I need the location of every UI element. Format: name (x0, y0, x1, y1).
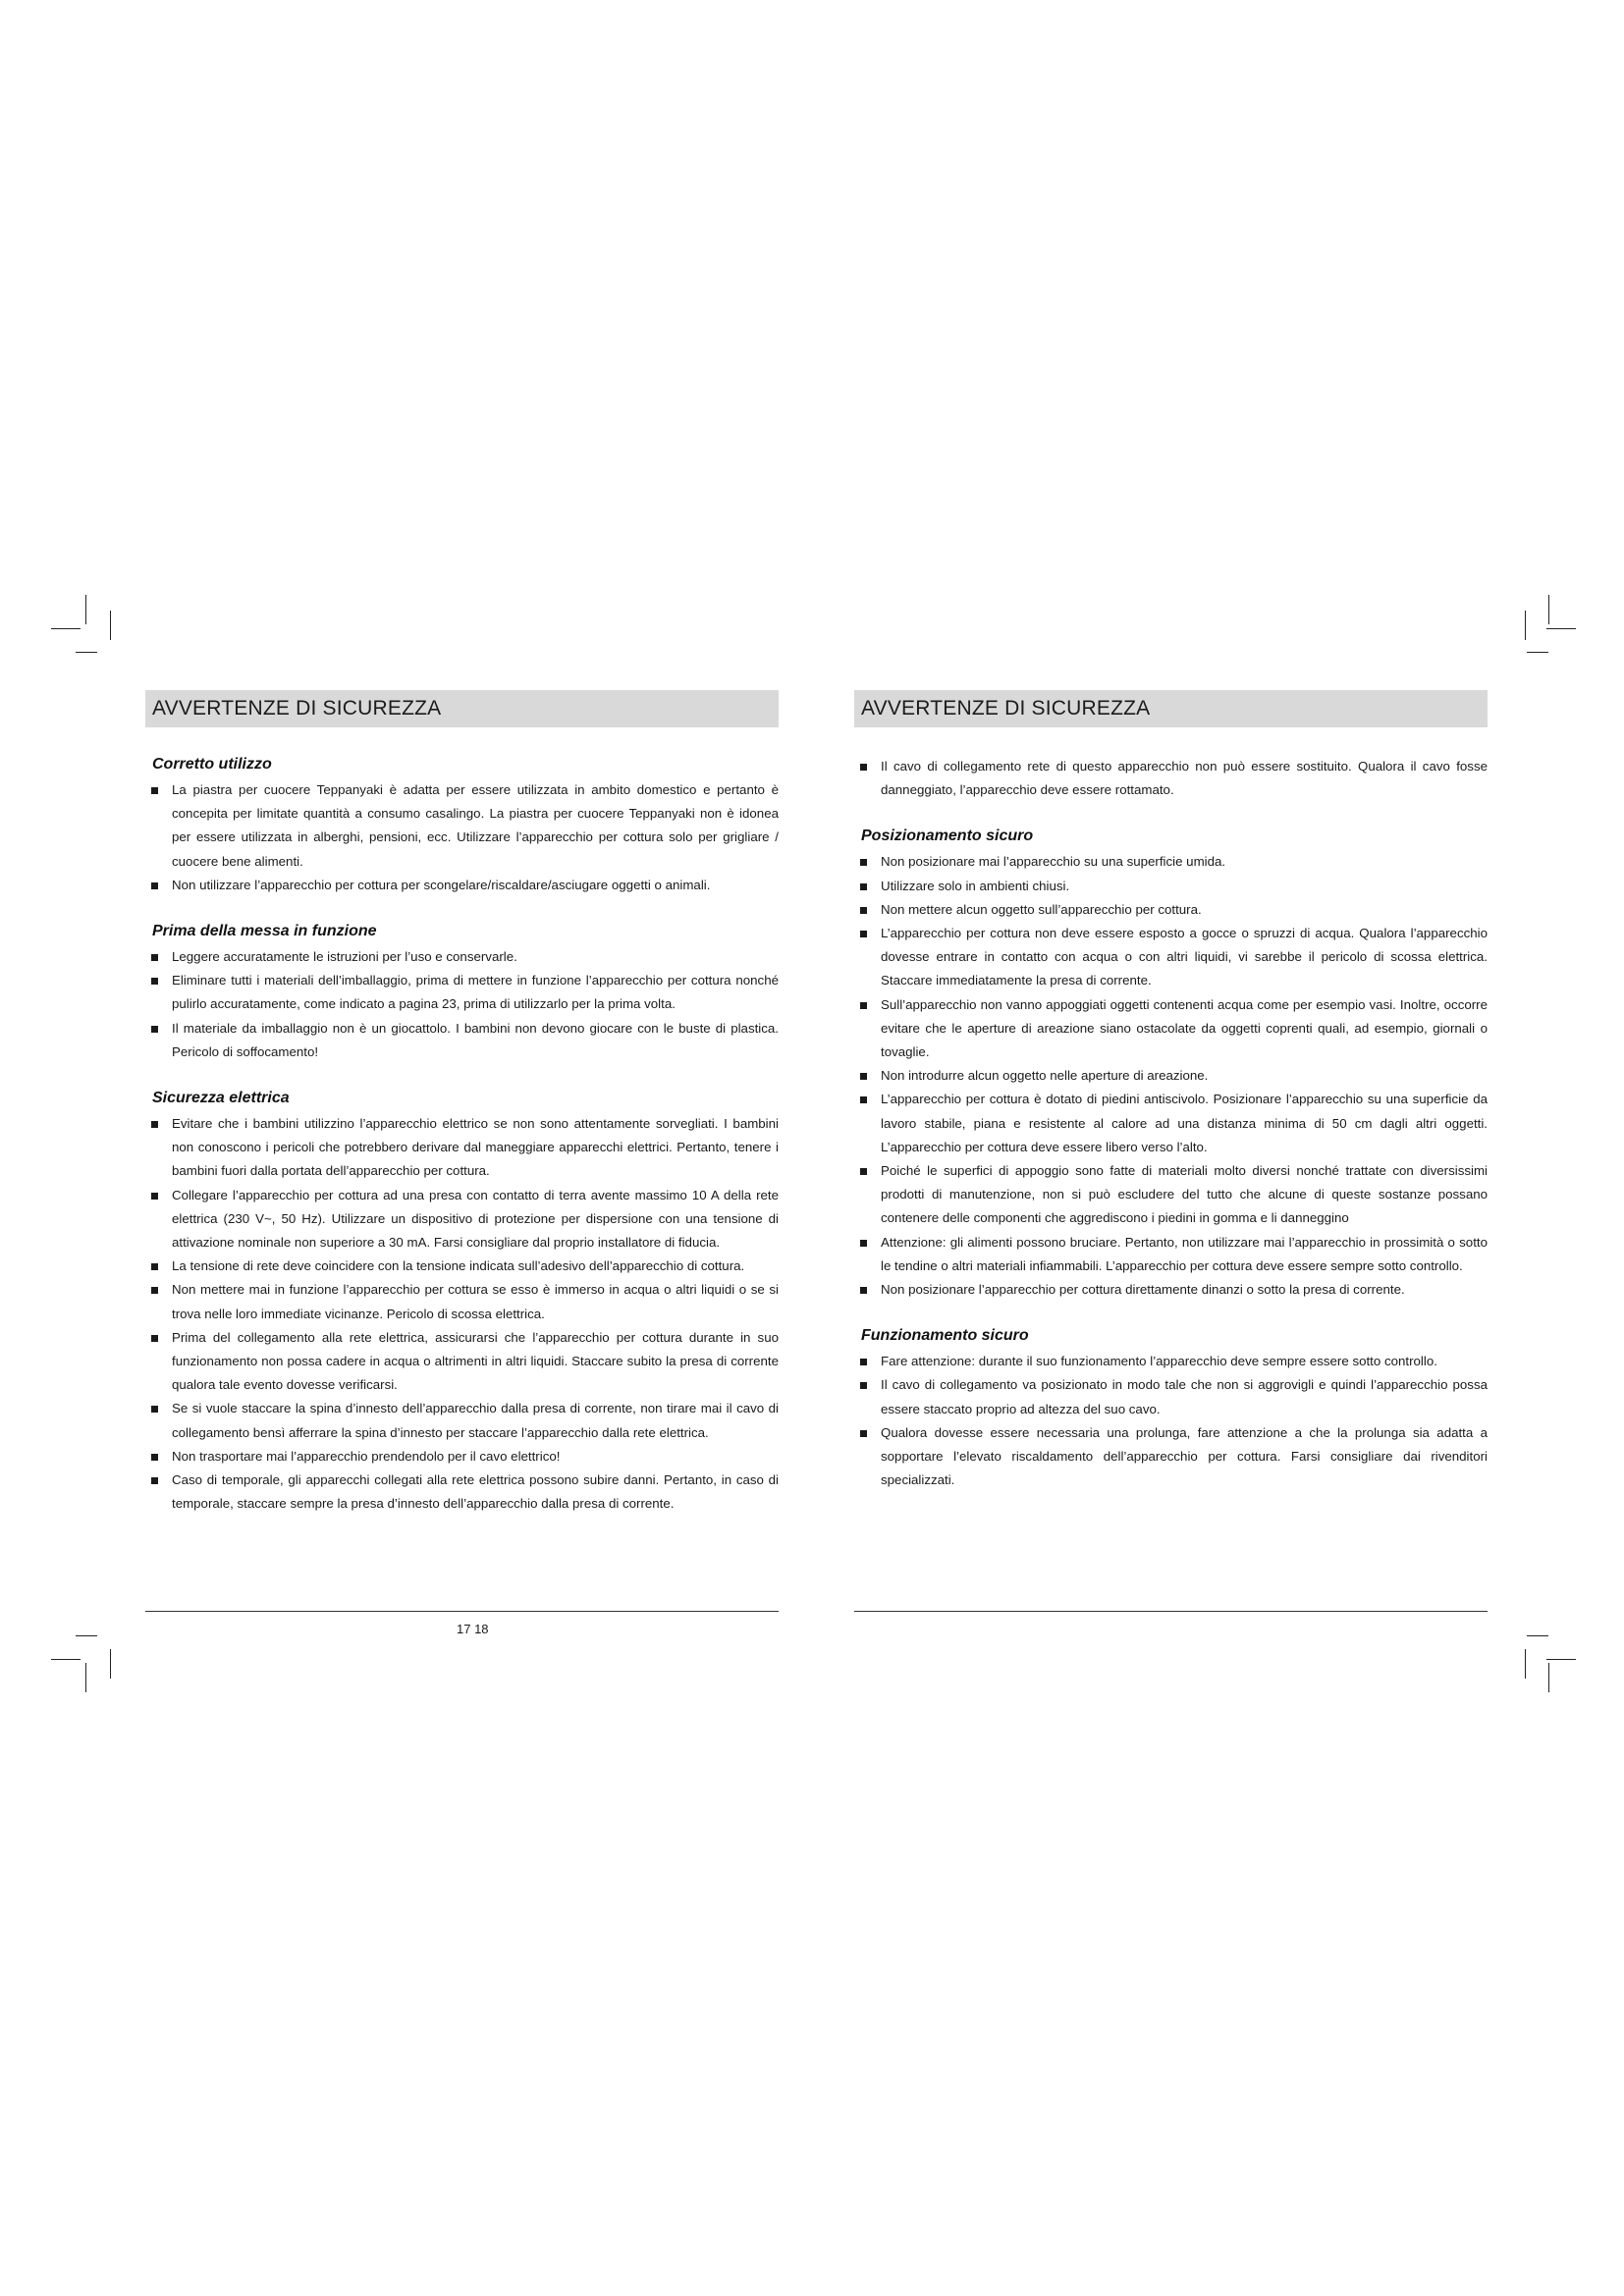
crop-mark (51, 1659, 81, 1660)
crop-mark (1546, 628, 1576, 629)
list-item: Non mettere alcun oggetto sull’apparecchio per cottura. (854, 898, 1488, 922)
crop-mark (76, 1635, 97, 1636)
crop-mark (1525, 611, 1526, 640)
list-item: La tensione di rete deve coincidere con la tensione indicata sull’adesivo dell’apparecchio di cottura. (145, 1255, 779, 1278)
list-item: Non posizionare l’apparecchio per cottura direttamente dinanzi o sotto la presa di corrente. (854, 1278, 1488, 1302)
intro-list (854, 755, 1488, 802)
list-item: L’apparecchio per cottura è dotato di piedini antiscivolo. Posizionare l’apparecchio su una superficie da lavoro stabile, piana e resistente al calore ad una distanza minima di 50 cm dagli altri oggetti. L’apparecchio per cottura deve essere libero verso l’alto. (854, 1088, 1488, 1159)
section-title: Posizionamento sicuro (861, 828, 1034, 845)
section-title: Prima della messa in funzione (152, 923, 377, 940)
crop-mark (76, 652, 97, 653)
list-item: Non utilizzare l’apparecchio per cottura per scongelare/riscaldare/asciugare oggetti o animali. (145, 874, 779, 897)
list-item: Se si vuole staccare la spina d’innesto dell’apparecchio dalla presa di corrente, non tirare mai il cavo di collegamento bensì afferrare la spina d’innesto per staccare l’apparecchio dalla rete elettrica. (145, 1397, 779, 1444)
section-title: Corretto utilizzo (152, 756, 272, 773)
list-item: Prima del collegamento alla rete elettrica, assicurarsi che l’apparecchio per cottura durante in suo funzionamento non possa cadere in acqua o altrimenti in altri liquidi. Staccare subito la presa di corrente qualora tale evento dovesse verificarsi. (145, 1326, 779, 1398)
list-item: Leggere accuratamente le istruzioni per l’uso e conservarle. (145, 945, 779, 969)
right-header: AVVERTENZE DI SICUREZZA (854, 690, 1488, 727)
section-funzionamento-sicuro (854, 1324, 1488, 1492)
footer-rule-left (145, 1611, 779, 1612)
list-item: Caso di temporale, gli apparecchi collegati alla rete elettrica possono subire danni. Pertanto, in caso di temporale, staccare sempre la presa d’innesto dell’apparecchio dalla presa di corrente. (145, 1468, 779, 1516)
section-posizionamento-sicuro (854, 825, 1488, 1302)
list-item: Il materiale da imballaggio non è un giocattolo. I bambini non devono giocare con le buste di plastica. Pericolo di soffocamento! (145, 1017, 779, 1064)
list-item: Il cavo di collegamento rete di questo apparecchio non può essere sostituito. Qualora il cavo fosse danneggiato, l’apparecchio deve essere rottamato. (854, 755, 1488, 802)
list-item: Non posizionare mai l’apparecchio su una superficie umida. (854, 850, 1488, 874)
right-page (854, 690, 1488, 1492)
section-corretto-utilizzo (145, 753, 779, 897)
list-item: Collegare l’apparecchio per cottura ad una presa con contatto di terra avente massimo 10 A della rete elettrica (230 V~, 50 Hz). Utilizzare un dispositivo di protezione per dispersione con una tensione di attivazione nominale non superiore a 30 mA. Farsi consigliare dal proprio installatore di fiducia. (145, 1184, 779, 1255)
list-item: La piastra per cuocere Teppanyaki è adatta per essere utilizzata in ambito domestico e pertanto è concepita per limitate quantità a consumo casalingo. La piastra per cuocere Teppanyaki non è idonea per essere utilizzata in alberghi, pensioni, ecc. Utilizzare l’apparecchio per cottura solo per grigliare / cuocere bene alimenti. (145, 778, 779, 874)
list-item: Il cavo di collegamento va posizionato in modo tale che non si aggrovigli e quindi l’apparecchio possa essere staccato proprio ad altezza del suo cavo. (854, 1373, 1488, 1420)
crop-mark (1527, 1635, 1548, 1636)
crop-mark (1546, 1659, 1576, 1660)
section-title: Funzionamento sicuro (861, 1327, 1029, 1345)
list-item: Qualora dovesse essere necessaria una prolunga, fare attenzione a che la prolunga sia adatta a sopportare l’elevato riscaldamento dell’apparecchio per cottura. Farsi consigliare dai rivenditori specializzati. (854, 1421, 1488, 1493)
list-item: Fare attenzione: durante il suo funzionamento l’apparecchio deve sempre essere sotto controllo. (854, 1350, 1488, 1373)
section-title: Sicurezza elettrica (152, 1090, 290, 1107)
crop-mark (85, 595, 86, 624)
crop-mark (1548, 1663, 1549, 1692)
list-item: Evitare che i bambini utilizzino l’apparecchio elettrico se non sono attentamente sorvegliati. I bambini non conoscono i pericoli che potrebbero derivare dal maneggiare apparecchi elettrici. Pertanto, tenere i bambini fuori dalla portata dell’apparecchio per cottura. (145, 1112, 779, 1184)
crop-mark (1525, 1649, 1526, 1679)
list-item: Attenzione: gli alimenti possono bruciare. Pertanto, non utilizzare mai l’apparecchio in prossimità o sotto le tendine o altri materiali infiammabili. L’apparecchio per cottura deve essere sempre sotto controllo. (854, 1231, 1488, 1278)
crop-mark (1548, 595, 1549, 624)
crop-mark (1527, 652, 1548, 653)
page-numbers: 17 18 (457, 1622, 489, 1636)
list-item: Eliminare tutti i materiali dell’imballaggio, prima di mettere in funzione l’apparecchio per cottura nonché pulirlo accuratamente, come indicato a pagina 23, prima di utilizzarlo per la prima volta. (145, 969, 779, 1016)
left-header: AVVERTENZE DI SICUREZZA (145, 690, 779, 727)
crop-mark (110, 611, 111, 640)
crop-mark (110, 1649, 111, 1679)
list-item: Utilizzare solo in ambienti chiusi. (854, 875, 1488, 898)
list-item: Non trasportare mai l’apparecchio prendendolo per il cavo elettrico! (145, 1445, 779, 1468)
footer-rule-right (854, 1611, 1488, 1612)
crop-mark (85, 1663, 86, 1692)
section-prima-della-messa-in-funzione (145, 920, 779, 1064)
list-item: Non introdurre alcun oggetto nelle aperture di areazione. (854, 1064, 1488, 1088)
list-item: Poiché le superfici di appoggio sono fatte di materiali molto diversi nonché trattate con diversissimi prodotti di manutenzione, non si può escludere del tutto che alcune di queste sostanze possano contenere delle componenti che aggrediscono i piedini in gomma e li danneggino (854, 1159, 1488, 1231)
list-item: Non mettere mai in funzione l’apparecchio per cottura se esso è immerso in acqua o altri liquidi o se si trova nelle loro immediate vicinanze. Pericolo di scossa elettrica. (145, 1278, 779, 1325)
list-item: L’apparecchio per cottura non deve essere esposto a gocce o spruzzi di acqua. Qualora l’apparecchio dovesse entrare in contatto con acqua o con altri liquidi, vi sarebbe il pericolo di scossa elettrica. Staccare immediatamente la presa di corrente. (854, 922, 1488, 993)
left-page (145, 690, 779, 1516)
section-sicurezza-elettrica (145, 1087, 779, 1516)
crop-mark (51, 628, 81, 629)
list-item: Sull’apparecchio non vanno appoggiati oggetti contenenti acqua come per esempio vasi. Inoltre, occorre evitare che le aperture di areazione siano ostacolate da oggetti coprenti quali, ad esempio, giornali o tovaglie. (854, 993, 1488, 1065)
